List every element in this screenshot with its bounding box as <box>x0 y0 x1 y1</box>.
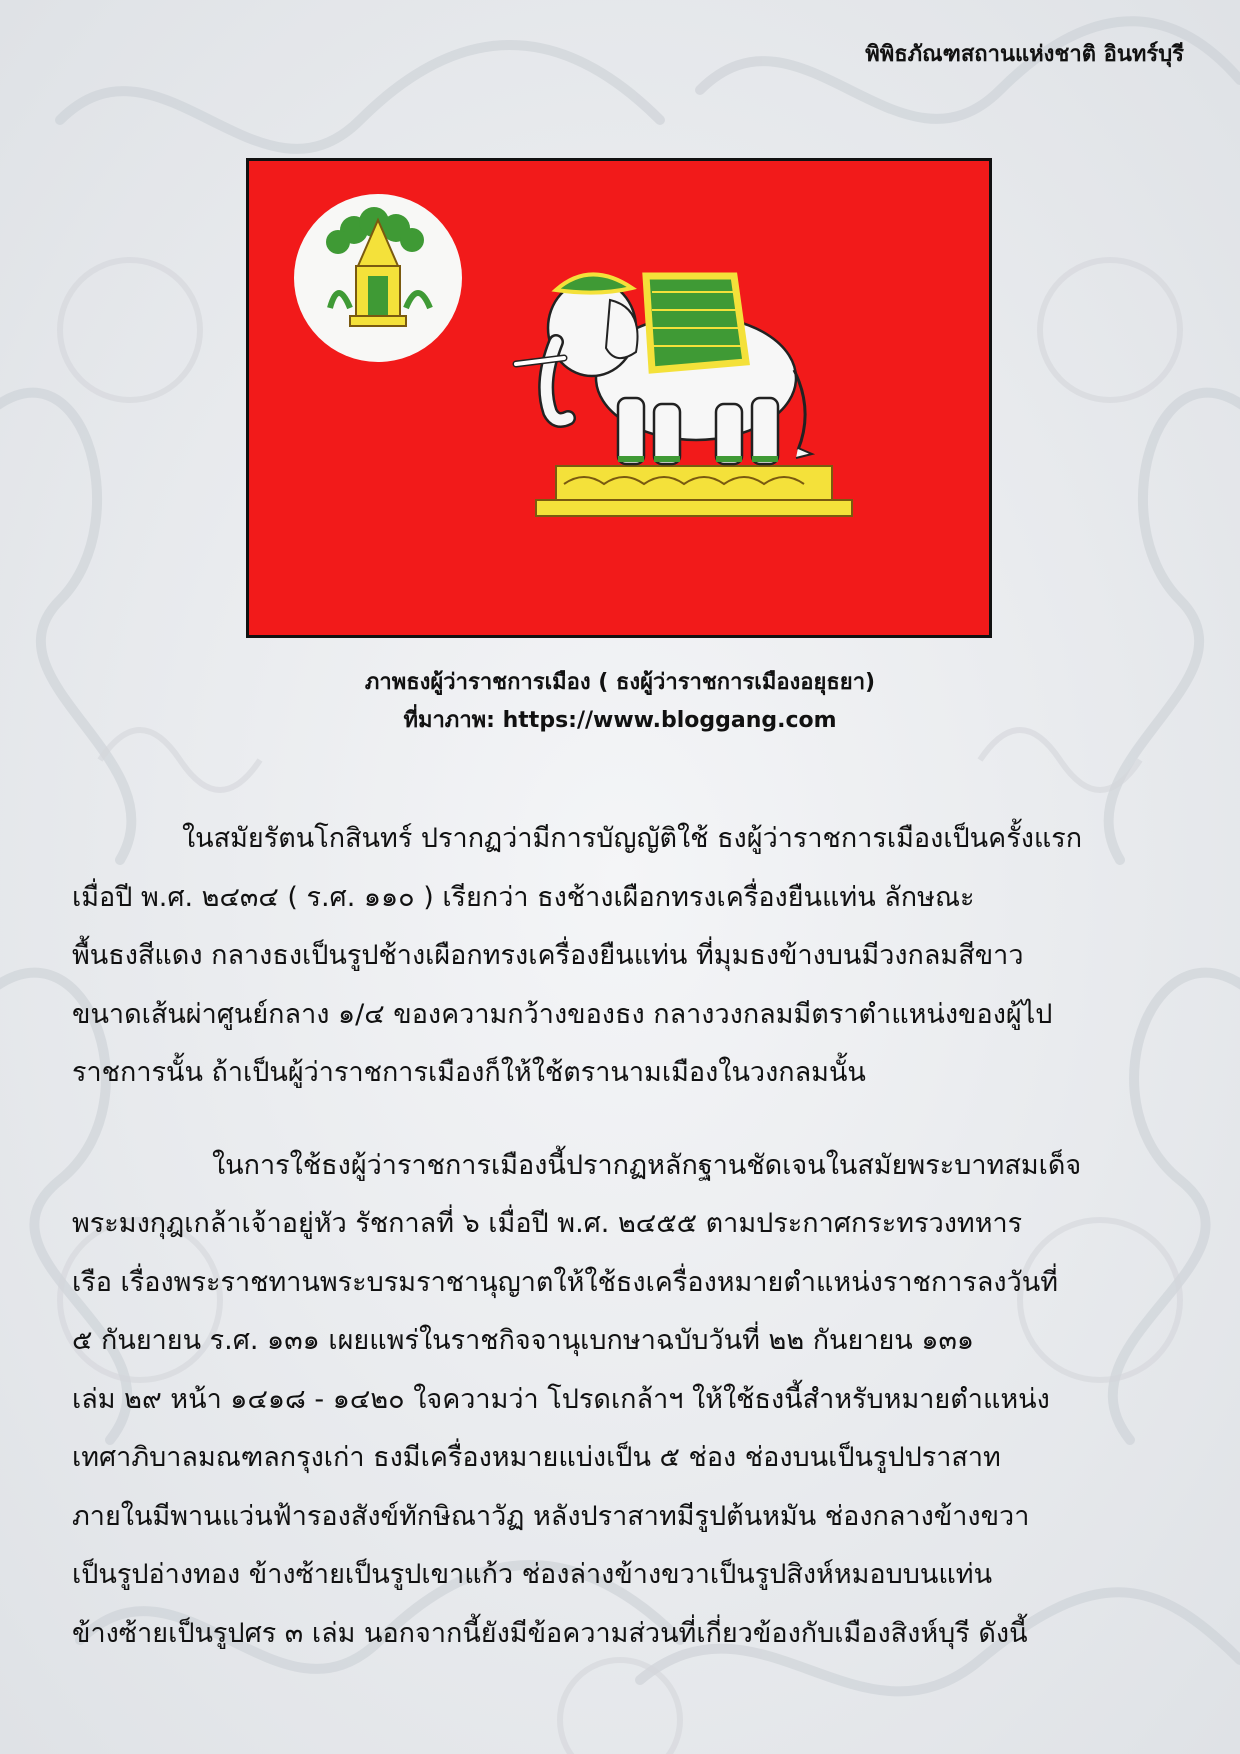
caption-source: ที่มาภาพ: https://www.bloggang.com <box>403 708 837 733</box>
museum-name: พิพิธภัณฑสถานแห่งชาติ อินทร์บุรี <box>865 42 1184 67</box>
text-line: ข้างซ้ายเป็นรูปศร ๓ เล่ม นอกจากนี้ยังมีข้อความส่วนที่เกี่ยวข้องกับเมืองสิงห์บุรี ดังนี้ <box>72 1617 1028 1649</box>
figure-caption <box>0 664 1240 740</box>
text-line: ๕ กันยายน ร.ศ. ๑๓๑ เผยแพร่ในราชกิจจานุเบกษาฉบับวันที่ ๒๒ กันยายน ๑๓๑ <box>72 1325 975 1356</box>
governor-flag-image <box>246 158 992 638</box>
elephant-pedestal <box>536 466 852 516</box>
paragraph-2 <box>72 1137 1172 1664</box>
text-line: เทศาภิบาลมณฑลกรุงเก่า ธงมีเครื่องหมายแบ่งเป็น ๕ ช่อง ช่องบนเป็นรูปปราสาท <box>72 1442 1001 1473</box>
text-line: ในสมัยรัตนโกสินทร์ ปรากฏว่ามีการบัญญัติใช้ ธงผู้ว่าราชการเมืองเป็นครั้งแรก <box>182 823 1083 854</box>
caption-title: ภาพธงผู้ว่าราชการเมือง ( ธงผู้ว่าราชการเมืองอยุธยา) <box>364 670 876 695</box>
text-line: เล่ม ๒๙ หน้า ๑๔๑๘ - ๑๔๒๐ ใจความว่า โปรดเกล้าฯ ให้ใช้ธงนี้สำหรับหมายตำแหน่ง <box>72 1383 1050 1415</box>
article-body <box>72 810 1172 1663</box>
text-line: ในการใช้ธงผู้ว่าราชการเมืองนี้ปรากฏหลักฐานชัดเจนในสมัยพระบาทสมเด็จ <box>212 1149 1082 1181</box>
text-line: พื้นธงสีแดง กลางธงเป็นรูปช้างเผือกทรงเครื่องยืนแท่น ที่มุมธงข้างบนมีวงกลมสีขาว <box>72 940 1024 971</box>
text-line: ราชการนั้น ถ้าเป็นผู้ว่าราชการเมืองก็ให้ใช้ตรานามเมืองในวงกลมนั้น <box>72 1057 866 1088</box>
city-seal-roundel <box>294 194 462 362</box>
paragraph-1 <box>72 810 1172 1103</box>
text-line: เรือ เรื่องพระราชทานพระบรมราชานุญาตให้ใช้ธงเครื่องหมายตำแหน่งราชการลงวันที่ <box>72 1266 1059 1298</box>
text-line: ภายในมีพานแว่นฟ้ารองสังข์ทักษิณาวัฏ หลังปราสาทมีรูปต้นหมัน ช่องกลางข้างขวา <box>72 1500 1030 1532</box>
text-line: พระมงกุฎเกล้าเจ้าอยู่หัว รัชกาลที่ ๖ เมื่อปี พ.ศ. ๒๔๕๕ ตามประกาศกระทรวงทหาร <box>72 1208 1023 1239</box>
text-line: ขนาดเส้นผ่าศูนย์กลาง ๑/๔ ของความกว้างของธง กลางวงกลมมีตราตำแหน่งของผู้ไป <box>72 998 1053 1030</box>
text-line: เมื่อปี พ.ศ. ๒๔๓๔ ( ร.ศ. ๑๑๐ ) เรียกว่า ธงช้างเผือกทรงเครื่องยืนแท่น ลักษณะ <box>72 881 975 913</box>
text-line: เป็นรูปอ่างทอง ข้างซ้ายเป็นรูปเขาแก้ว ช่องล่างข้างขวาเป็นรูปสิงห์หมอบบนแท่น <box>72 1559 993 1590</box>
